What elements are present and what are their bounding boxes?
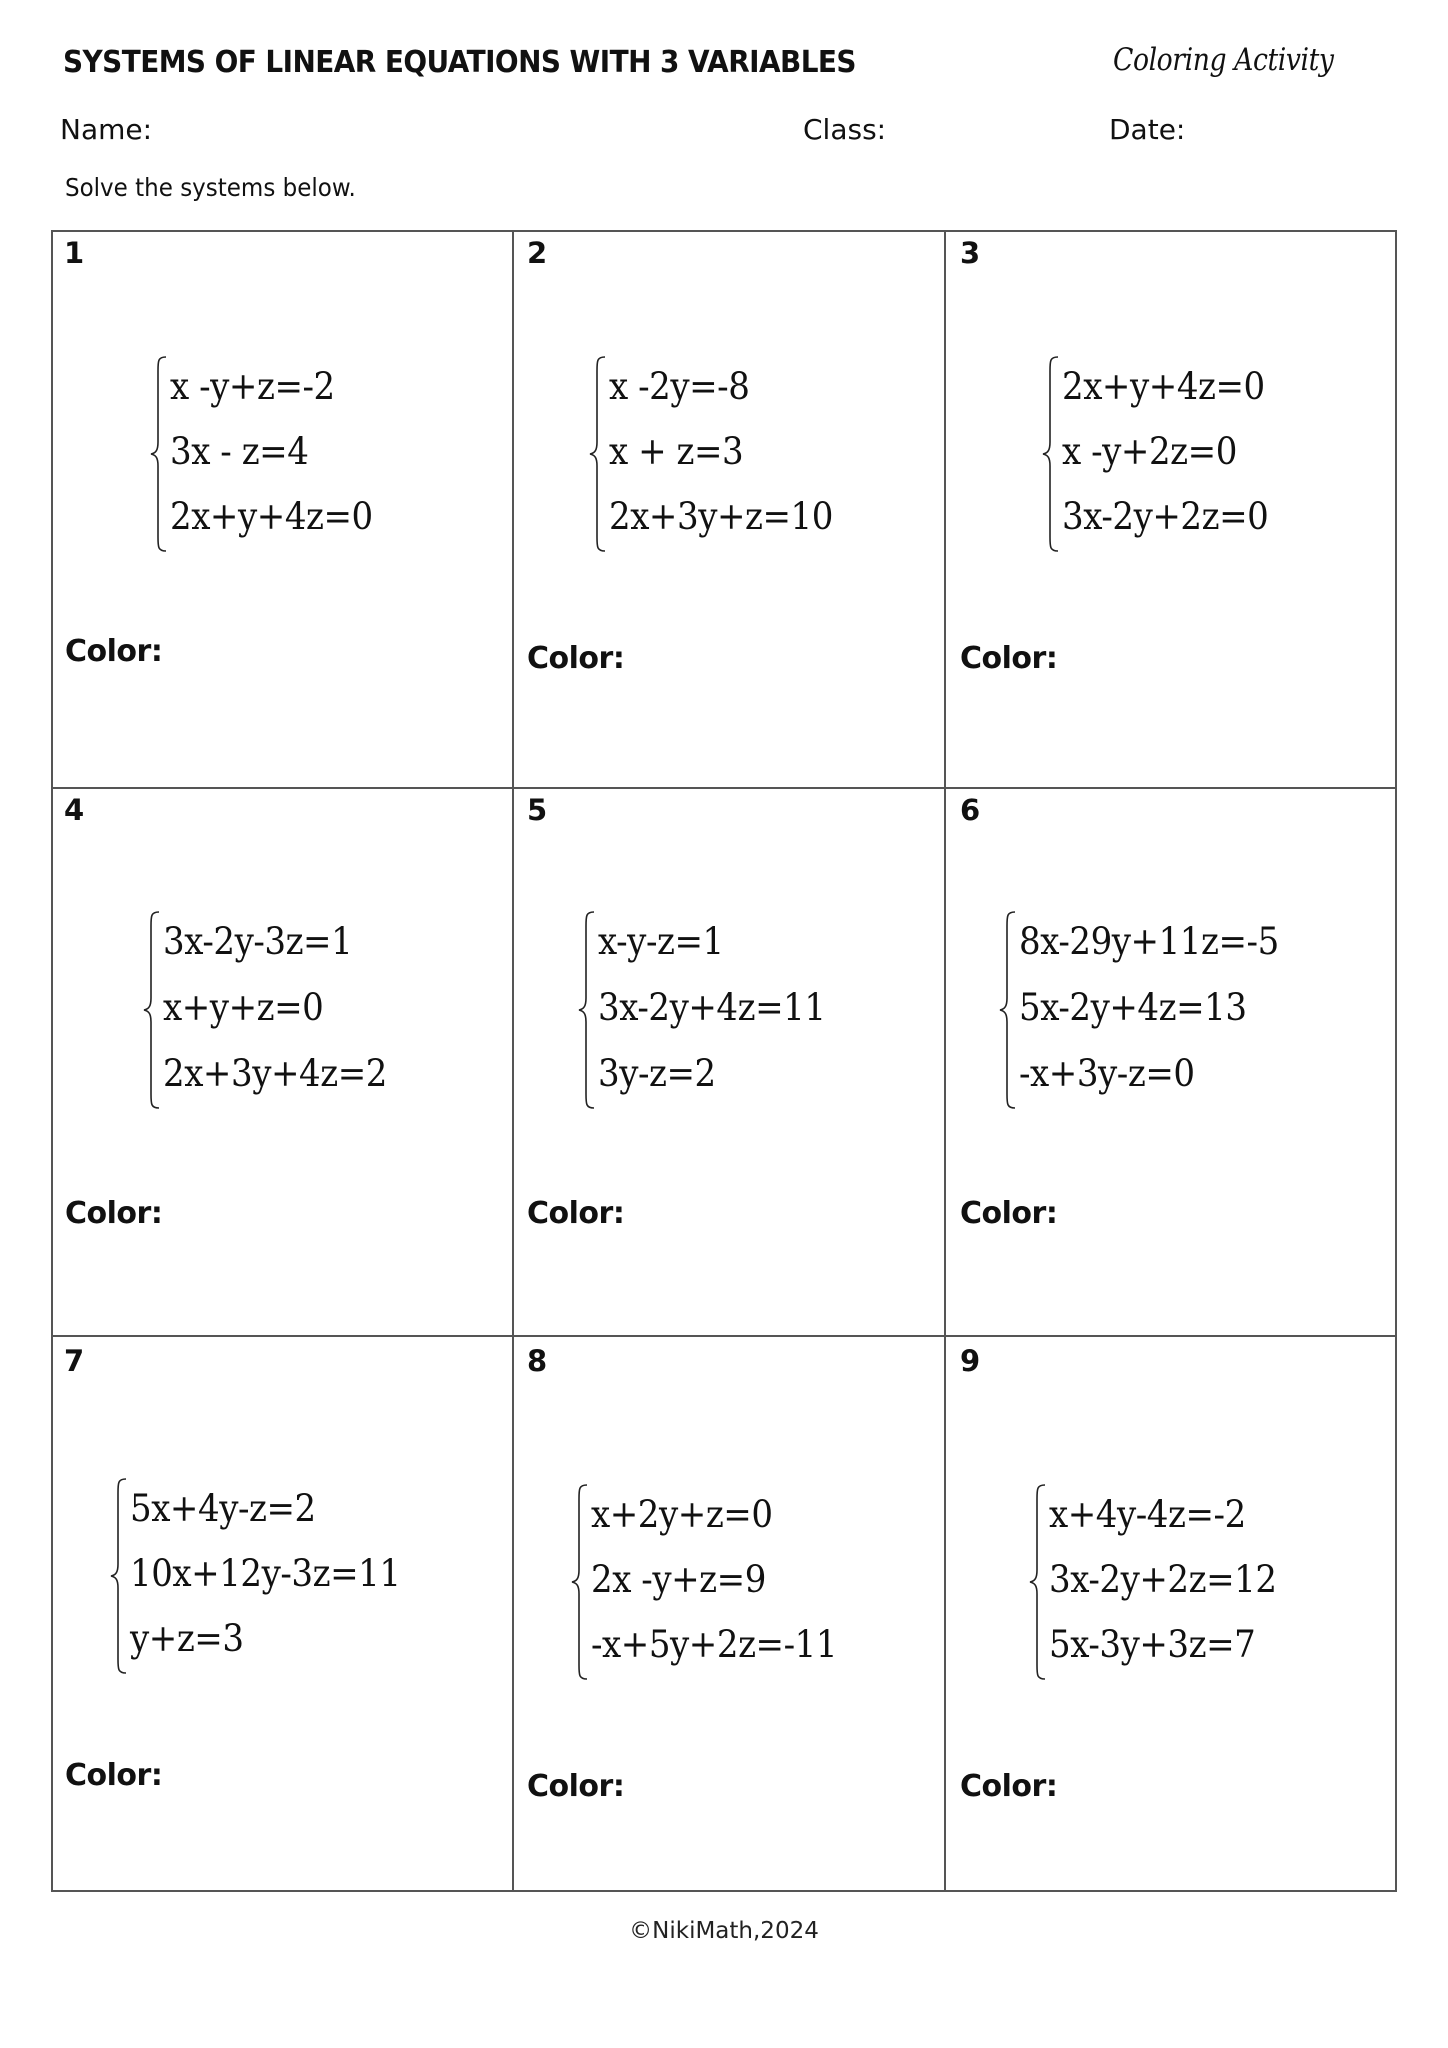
name-field-label: Name: [60,113,153,146]
equation: 8x-29y+11z=-5 [1019,920,1279,963]
equation: 3x-2y+2z=0 [1062,495,1269,538]
equation: x -2y=-8 [609,365,750,408]
equation: 3x-2y-3z=1 [163,920,353,963]
equation: x+4y-4z=-2 [1049,1493,1246,1536]
equation: 3x-2y+2z=12 [1049,1558,1277,1601]
equation: 3x-2y+4z=11 [598,986,826,1029]
equation: 2x -y+z=9 [591,1558,766,1601]
problem-number: 5 [527,793,548,827]
instructions-text: Solve the systems below. [65,173,356,202]
equation-system [1042,355,1286,553]
class-field-label: Class: [803,113,887,146]
equation: x + z=3 [609,430,744,473]
left-brace-icon [150,355,168,553]
equation-system [589,355,852,553]
equation-system [1029,1483,1296,1681]
color-answer-label: Color: [527,1196,625,1231]
grid-divider [512,232,514,1890]
left-brace-icon [143,910,161,1110]
copyright-footer: ©NikiMath,2024 [629,1918,819,1944]
equation: 5x-2y+4z=13 [1019,986,1247,1029]
equation: 2x+3y+z=10 [609,495,833,538]
equation: 2x+3y+4z=2 [163,1052,387,1095]
left-brace-icon [110,1477,128,1675]
left-brace-icon [1029,1483,1047,1681]
color-answer-label: Color: [65,1758,163,1793]
problem-number: 7 [64,1344,85,1378]
left-brace-icon [1042,355,1060,553]
equation: x -y+z=-2 [170,365,335,408]
left-brace-icon [571,1483,589,1681]
equation: 5x+4y-z=2 [130,1487,316,1530]
problem-number: 2 [527,236,548,270]
worksheet-subtitle: Coloring Activity [1113,42,1334,78]
equation-system [150,355,390,553]
left-brace-icon [589,355,607,553]
equation-system [143,910,406,1110]
equation: 3y-z=2 [598,1052,716,1095]
left-brace-icon [999,910,1017,1110]
equation: x-y-z=1 [598,920,724,963]
problem-number: 4 [64,793,85,827]
color-answer-label: Color: [960,641,1058,676]
date-field-label: Date: [1109,113,1186,146]
equation: y+z=3 [130,1617,244,1660]
equation-system [999,910,1301,1110]
equation: 3x - z=4 [170,430,309,473]
equation: x+2y+z=0 [591,1493,773,1536]
color-answer-label: Color: [527,641,625,676]
equation: 10x+12y-3z=11 [130,1552,401,1595]
color-answer-label: Color: [65,1196,163,1231]
left-brace-icon [578,910,596,1110]
grid-divider [944,232,946,1890]
problem-number: 8 [527,1344,548,1378]
equation: -x+3y-z=0 [1019,1052,1195,1095]
color-answer-label: Color: [65,634,163,669]
equation: 2x+y+4z=0 [1062,365,1265,408]
grid-divider [53,787,1395,789]
problem-number: 3 [960,236,981,270]
problem-number: 9 [960,1344,981,1378]
equation: x -y+2z=0 [1062,430,1237,473]
color-answer-label: Color: [527,1769,625,1804]
equation: 5x-3y+3z=7 [1049,1623,1256,1666]
color-answer-label: Color: [960,1769,1058,1804]
equation-system [571,1483,858,1681]
problem-number: 1 [64,236,85,270]
equation: -x+5y+2z=-11 [591,1623,838,1666]
grid-divider [53,1335,1395,1337]
equation: 2x+y+4z=0 [170,495,373,538]
problem-number: 6 [960,793,981,827]
color-answer-label: Color: [960,1196,1058,1231]
equation-system [578,910,845,1110]
equation-system [110,1477,424,1675]
worksheet-title: SYSTEMS OF LINEAR EQUATIONS WITH 3 VARIABLES [63,45,856,80]
equation: x+y+z=0 [163,986,324,1029]
